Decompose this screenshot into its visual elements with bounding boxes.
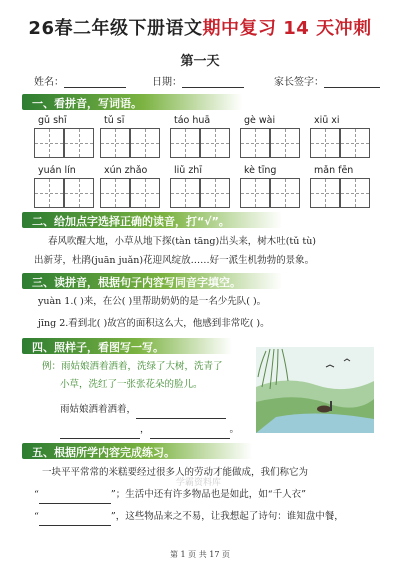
s4-write-line2: ， 。 — [60, 420, 239, 439]
tian-grid-box[interactable] — [270, 128, 300, 158]
name-label: 姓名： — [34, 73, 126, 88]
pinyin-label: xiū xi — [314, 115, 340, 126]
s5-line3: “ ”，这些物品来之不易，让我想起了诗句：谁知盘中餐， — [34, 507, 344, 526]
sign-label: 家长签字： — [274, 73, 380, 88]
tian-grid-box[interactable] — [310, 178, 340, 208]
pinyin-label: xún zhǎo — [104, 165, 148, 176]
tian-grid-box[interactable] — [340, 178, 370, 208]
day-label: 第一天 — [180, 54, 220, 69]
s4-write-line1: 雨姑娘洒着洒着， — [60, 400, 226, 419]
s4-example-line1: 例：雨姑娘洒着洒着，洗绿了大树，洗青了 — [42, 361, 223, 372]
section-header-5: 五、根据所学内容完成练习。 — [22, 443, 252, 459]
tian-grid-box[interactable] — [64, 178, 94, 208]
s5-line2: “ ”；生活中还有许多物品也是如此，如“千人衣” — [34, 485, 306, 504]
pinyin-label: liǔ zhī — [174, 165, 202, 176]
tian-grid-box[interactable] — [340, 128, 370, 158]
s3-line1: yuàn 1.( )来，在公( )里帮助奶奶的是一名少先队( )。 — [38, 296, 267, 307]
tian-grid-box[interactable] — [130, 128, 160, 158]
tian-grid-box[interactable] — [200, 178, 230, 208]
pinyin-label: táo huā — [174, 115, 211, 126]
page-footer: 第 1 页 共 17 页 — [170, 550, 230, 559]
section-header-1: 一、看拼音，写词语。 — [22, 94, 242, 110]
tian-grid-box[interactable] — [130, 178, 160, 208]
title-part-black: 26春二年级下册语文 — [28, 18, 203, 39]
pinyin-label: yuán lín — [38, 165, 76, 176]
tian-grid-box[interactable] — [170, 128, 200, 158]
tian-grid-box[interactable] — [100, 178, 130, 208]
section-header-4: 四、照样子，看图写一写。 — [22, 338, 232, 354]
pinyin-label: kè tīng — [244, 165, 277, 176]
tian-grid-box[interactable] — [310, 128, 340, 158]
tian-grid-box[interactable] — [34, 178, 64, 208]
pinyin-label: gè wài — [244, 115, 276, 126]
tian-grid-box[interactable] — [34, 128, 64, 158]
section-header-3: 三、读拼音，根据句子内容写同音字填空。 — [22, 273, 282, 289]
pinyin-label: tǔ sī — [104, 115, 125, 126]
section-header-2: 二、给加点字选择正确的读音，打“√”。 — [22, 212, 282, 228]
s3-line2: jīng 2.看到北( )故宫的面积这么大，他感到非常吃( )。 — [38, 318, 270, 329]
page-title — [0, 14, 400, 40]
s5-line1: 一块平平常常的米糕要经过很多人的劳动才能做成，我们称它为 — [42, 467, 309, 478]
pinyin-label: mǎn fēn — [314, 165, 354, 176]
tian-grid-box[interactable] — [240, 178, 270, 208]
pinyin-label: gǔ shī — [38, 115, 67, 126]
date-label: 日期： — [152, 73, 244, 88]
s2-line2: 出新芽，杜鹃(juān juǎn)花迎风绽放……好一派生机勃勃的景象。 — [34, 255, 315, 266]
tian-grid-box[interactable] — [100, 128, 130, 158]
s2-line1: 春风吹醒大地，小草从地下探(tàn tāng)出头来，树木吐(tǔ tù) — [48, 236, 317, 247]
tian-grid-box[interactable] — [200, 128, 230, 158]
tian-grid-box[interactable] — [240, 128, 270, 158]
s4-example-line2: 小草，洗红了一张张花朵的脸儿。 — [60, 379, 203, 390]
title-part-red: 期中复习 14 天冲刺 — [202, 18, 372, 39]
tian-grid-box[interactable] — [270, 178, 300, 208]
tian-grid-box[interactable] — [64, 128, 94, 158]
rain-landscape-illustration — [256, 347, 374, 433]
tian-grid-box[interactable] — [170, 178, 200, 208]
watermark: 学霸资料库 — [176, 478, 222, 488]
